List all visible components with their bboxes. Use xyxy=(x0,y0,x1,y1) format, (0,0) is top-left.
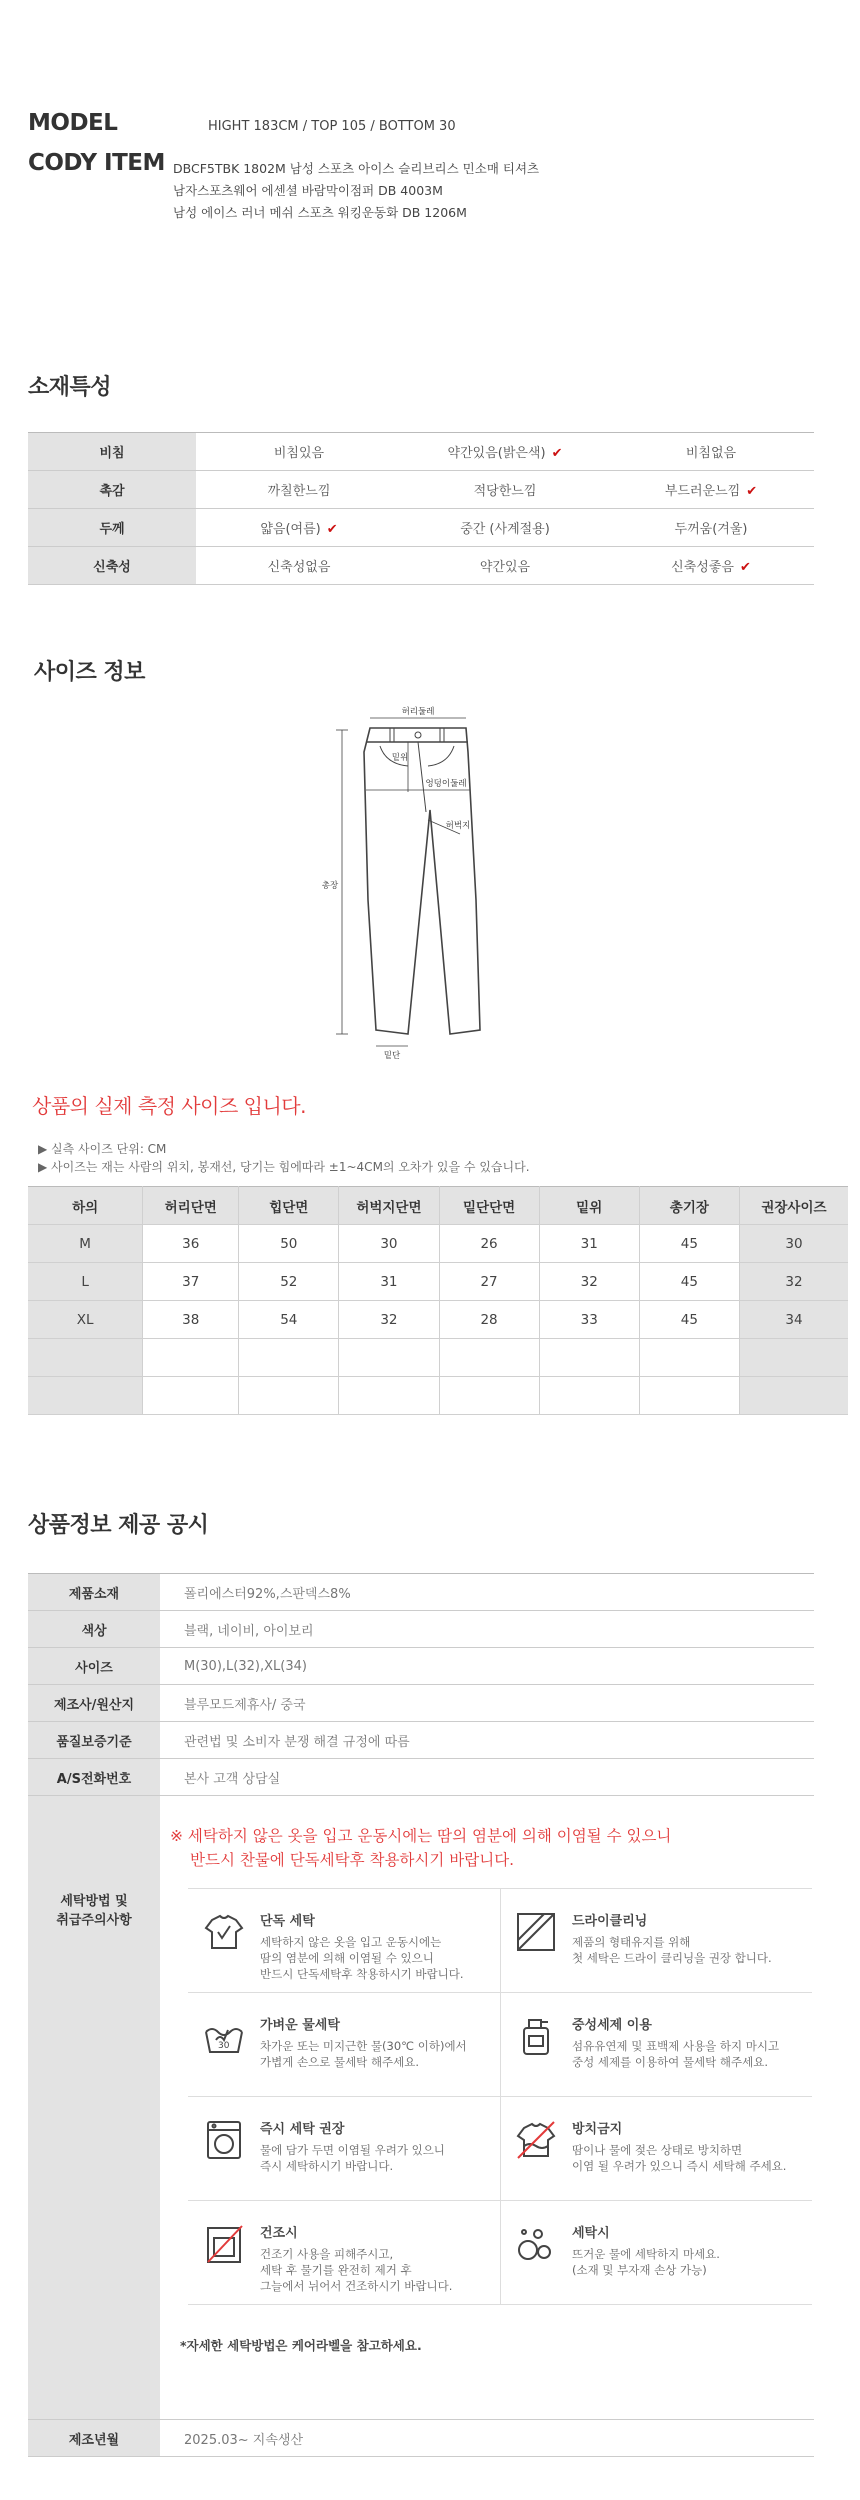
size-table-row xyxy=(28,1225,848,1263)
care-item-line: 첫 세탁은 드라이 클리닝을 권장 합니다. xyxy=(572,1951,772,1965)
product-info-value: 폴리에스터92%,스판덱스8% xyxy=(160,1574,814,1611)
care-item-desc xyxy=(572,2038,812,2070)
product-info-value: 2025.03~ 지속생산 xyxy=(160,2420,814,2457)
care-item-desc xyxy=(260,2246,500,2294)
material-option xyxy=(608,547,814,585)
material-option-label: 중간 (사계절용) xyxy=(460,522,550,537)
care-item-title: 건조시 xyxy=(260,2226,298,2241)
size-table-cell xyxy=(143,1377,239,1415)
care-item-line: 그늘에서 뉘어서 건조하시기 바랍니다. xyxy=(260,2279,453,2293)
care-item-line: 이염 될 우려가 있으니 즉시 세탁해 주세요. xyxy=(572,2159,787,2173)
model-row xyxy=(28,110,828,136)
material-row-label: 비침 xyxy=(28,433,196,471)
material-title: 소재특성 xyxy=(28,375,112,400)
size-table-header: 밑단단면 xyxy=(439,1187,539,1225)
material-option-label: 얇음(여름) xyxy=(260,522,321,537)
cody-row xyxy=(28,150,828,224)
size-table-cell xyxy=(143,1339,239,1377)
care-item-desc xyxy=(572,2246,812,2278)
care-item-line: 중성 세제를 이용하여 물세탁 해주세요. xyxy=(572,2055,769,2069)
size-table-cell xyxy=(539,1377,639,1415)
size-table-cell: 45 xyxy=(639,1301,739,1339)
size-table-cell: 28 xyxy=(439,1301,539,1339)
material-row xyxy=(28,547,814,585)
care-item-line: 세탁하지 않은 옷을 입고 운동시에는 xyxy=(260,1935,442,1949)
size-table-cell xyxy=(339,1339,439,1377)
size-table-cell: M xyxy=(28,1225,143,1263)
check-mark-icon: ✔ xyxy=(551,446,563,461)
care-item-desc xyxy=(260,1934,500,1982)
product-info-label: 제조년월 xyxy=(28,2420,160,2457)
product-info-value: 본사 고객 상담실 xyxy=(160,1759,814,1796)
product-info-label: A/S전화번호 xyxy=(28,1759,160,1796)
care-item-line: 제품의 형태유지를 위해 xyxy=(572,1935,691,1949)
care-footnote: *자세한 세탁방법은 케어라벨을 참고하세요. xyxy=(180,2338,422,2353)
care-content xyxy=(160,1796,814,2420)
size-table-cell: L xyxy=(28,1263,143,1301)
diagram-label-length: 총장 xyxy=(321,881,339,891)
size-table-cell: 34 xyxy=(739,1301,848,1339)
size-notice: 상품의 실제 측정 사이즈 입니다. xyxy=(32,1094,306,1118)
size-table-row xyxy=(28,1377,848,1415)
size-table-cell: 54 xyxy=(239,1301,339,1339)
product-info-title: 상품정보 제공 공시 xyxy=(28,1513,209,1538)
svg-text:30: 30 xyxy=(218,2041,230,2051)
material-option xyxy=(402,433,608,471)
care-item xyxy=(500,2096,812,2200)
size-table-cell xyxy=(239,1377,339,1415)
size-table-cell xyxy=(539,1339,639,1377)
care-item-line: 땀이나 물에 젖은 상태로 방치하면 xyxy=(572,2143,743,2157)
check-mark-icon: ✔ xyxy=(746,484,758,499)
product-info-row xyxy=(28,1759,814,1796)
care-item-line: 즉시 세탁하시기 바랍니다. xyxy=(260,2159,394,2173)
care-warning-line: ※ 세탁하지 않은 옷을 입고 운동시에는 땀의 염분에 의해 이염될 수 있으니 xyxy=(170,1827,672,1845)
size-table-cell xyxy=(28,1339,143,1377)
material-option xyxy=(402,509,608,547)
material-option-label: 약간있음(밝은색) xyxy=(447,446,546,461)
product-info-label: 색상 xyxy=(28,1611,160,1648)
size-table-header: 허리단면 xyxy=(143,1187,239,1225)
cody-list xyxy=(173,158,539,224)
size-notes xyxy=(38,1140,530,1176)
size-table-row xyxy=(28,1339,848,1377)
care-item-line: 차가운 또는 미지근한 물(30℃ 이하)에서 xyxy=(260,2039,467,2053)
size-table-header: 총기장 xyxy=(639,1187,739,1225)
neutral-detergent-icon xyxy=(514,2014,558,2058)
material-option xyxy=(196,471,402,509)
material-option-label: 비침있음 xyxy=(273,446,325,461)
product-info-label: 품질보증기준 xyxy=(28,1722,160,1759)
diagram-label-hem: 밑단 xyxy=(383,1051,401,1061)
diagram-label-hip: 엉덩이둘레 xyxy=(425,779,467,789)
washing-machine-icon xyxy=(202,2118,246,2162)
material-option xyxy=(402,547,608,585)
no-dryer-icon xyxy=(202,2222,246,2266)
size-table-cell: 45 xyxy=(639,1225,739,1263)
material-row-label: 촉감 xyxy=(28,471,196,509)
size-table-cell: 31 xyxy=(539,1225,639,1263)
material-option-label: 신축성좋음 xyxy=(671,560,734,575)
material-option-label: 신축성없음 xyxy=(267,560,331,575)
size-table-cell xyxy=(739,1377,848,1415)
material-option xyxy=(402,471,608,509)
material-option-label: 두꺼움(겨울) xyxy=(674,522,748,537)
care-warning xyxy=(170,1824,671,1872)
product-info-row xyxy=(28,1648,814,1685)
care-item-desc xyxy=(572,2142,812,2174)
care-row xyxy=(28,1796,814,2420)
material-option-label: 부드러운느낌 xyxy=(664,484,741,499)
size-table-cell: 30 xyxy=(339,1225,439,1263)
size-table-cell: 32 xyxy=(339,1301,439,1339)
care-item-desc xyxy=(260,2038,500,2070)
size-table-header: 권장사이즈 xyxy=(739,1187,848,1225)
size-table-cell: 50 xyxy=(239,1225,339,1263)
care-item-title: 방치금지 xyxy=(572,2122,623,2137)
size-table-cell xyxy=(739,1339,848,1377)
size-table-row xyxy=(28,1301,848,1339)
product-info-row xyxy=(28,2420,814,2457)
care-item-title: 드라이클리닝 xyxy=(572,1914,648,1929)
product-info-row xyxy=(28,1685,814,1722)
cody-label: CODY ITEM xyxy=(28,150,165,176)
material-option xyxy=(196,433,402,471)
care-item-line: 물에 담가 두면 이염될 우려가 있으니 xyxy=(260,2143,445,2157)
size-note: ▶ 사이즈는 재는 사람의 위치, 봉재선, 당기는 힘에따라 ±1~4CM의 오차가 있을 수 있습니다. xyxy=(38,1160,530,1174)
model-value: HIGHT 183CM / TOP 105 / BOTTOM 30 xyxy=(208,119,456,134)
size-table-cell xyxy=(28,1377,143,1415)
care-item xyxy=(188,2200,500,2304)
size-table-cell xyxy=(439,1339,539,1377)
material-option xyxy=(608,509,814,547)
diagram-label-waist: 허리둘레 xyxy=(401,707,435,717)
size-table-header: 밑위 xyxy=(539,1187,639,1225)
material-option xyxy=(196,547,402,585)
cody-item: DBCF5TBK 1802M 남성 스포츠 아이스 슬리브리스 민소매 티셔츠 xyxy=(173,161,540,176)
product-info-value: 관련법 및 소비자 분쟁 해결 규정에 따름 xyxy=(160,1722,814,1759)
size-table-row xyxy=(28,1263,848,1301)
care-item xyxy=(500,1992,812,2096)
care-item xyxy=(188,1992,500,2096)
care-warning-line: 반드시 찬물에 단독세탁후 착용하시기 바랍니다. xyxy=(190,1851,515,1869)
material-option-label: 적당한느낌 xyxy=(473,484,537,499)
care-item-title: 가벼운 물세탁 xyxy=(260,2018,340,2033)
size-table-cell xyxy=(639,1339,739,1377)
care-item xyxy=(500,1888,812,1992)
material-row-label: 두께 xyxy=(28,509,196,547)
size-table-cell: 36 xyxy=(143,1225,239,1263)
bubbles-icon xyxy=(514,2222,558,2266)
care-item-line: (소재 및 부자재 손상 가능) xyxy=(572,2263,707,2277)
material-option-label: 비침없음 xyxy=(685,446,737,461)
product-info-row xyxy=(28,1574,814,1611)
model-block xyxy=(28,110,828,224)
care-item-title: 단독 세탁 xyxy=(260,1914,315,1929)
single-wash-icon xyxy=(202,1910,246,1954)
care-label-line: 세탁방법 및 xyxy=(60,1894,128,1909)
material-option-label: 약간있음 xyxy=(479,560,531,575)
material-option xyxy=(608,471,814,509)
care-item-line: 땀의 염분에 의해 이염될 수 있으니 xyxy=(260,1951,434,1965)
size-table-cell: 32 xyxy=(539,1263,639,1301)
size-table-header: 힙단면 xyxy=(239,1187,339,1225)
product-info-label: 사이즈 xyxy=(28,1648,160,1685)
care-item xyxy=(188,2096,500,2200)
size-table-cell xyxy=(239,1339,339,1377)
care-item-title: 즉시 세탁 권장 xyxy=(260,2122,345,2137)
care-item-line: 반드시 단독세탁후 착용하시기 바랍니다. xyxy=(260,1967,464,1981)
size-table-header: 허벅지단면 xyxy=(339,1187,439,1225)
pants-diagram xyxy=(321,700,530,1070)
care-item-line: 건조기 사용을 피해주시고, xyxy=(260,2247,394,2261)
size-table-cell: 45 xyxy=(639,1263,739,1301)
product-info-value: 블루모드제휴사/ 중국 xyxy=(160,1685,814,1722)
hand-wash-icon xyxy=(202,2014,246,2058)
diagram-label-rise: 밑위 xyxy=(391,753,409,763)
product-info-value: 블랙, 네이비, 아이보리 xyxy=(160,1611,814,1648)
cody-item: 남자스포츠웨어 에센셜 바람막이점퍼 DB 4003M xyxy=(173,183,443,198)
check-mark-icon: ✔ xyxy=(739,560,751,575)
material-row xyxy=(28,471,814,509)
care-item xyxy=(500,2200,812,2304)
size-table-cell: 27 xyxy=(439,1263,539,1301)
size-table-header: 하의 xyxy=(28,1187,143,1225)
size-table-cell: 38 xyxy=(143,1301,239,1339)
size-table-cell: 37 xyxy=(143,1263,239,1301)
care-item-line: 뜨거운 물에 세탁하지 마세요. xyxy=(572,2247,720,2261)
size-table-cell: 31 xyxy=(339,1263,439,1301)
material-option xyxy=(608,433,814,471)
size-table-cell: 26 xyxy=(439,1225,539,1263)
care-item-line: 가볍게 손으로 물세탁 해주세요. xyxy=(260,2055,420,2069)
size-table-cell xyxy=(639,1377,739,1415)
no-leave-icon xyxy=(514,2118,558,2162)
size-table-cell: 30 xyxy=(739,1225,848,1263)
product-info-row xyxy=(28,1611,814,1648)
care-item-desc xyxy=(260,2142,500,2174)
size-table-cell xyxy=(339,1377,439,1415)
material-row xyxy=(28,433,814,471)
size-info-title: 사이즈 정보 xyxy=(34,660,145,685)
care-item-title: 세탁시 xyxy=(572,2226,610,2241)
care-item xyxy=(188,1888,500,1992)
care-label-line: 취급주의사항 xyxy=(56,1913,132,1928)
care-item-line: 세탁 후 물기를 완전히 제거 후 xyxy=(260,2263,412,2277)
material-table xyxy=(28,432,814,585)
cody-item: 남성 에이스 러너 메쉬 스포츠 워킹운동화 DB 1206M xyxy=(173,205,467,220)
diagram-label-thigh: 허벅지 xyxy=(445,821,471,831)
product-info-label: 제품소재 xyxy=(28,1574,160,1611)
care-label xyxy=(28,1796,160,2420)
size-table-cell xyxy=(439,1377,539,1415)
care-item-title: 중성세제 이용 xyxy=(572,2018,652,2033)
product-info-table xyxy=(28,1573,814,2457)
size-table-cell: 32 xyxy=(739,1263,848,1301)
size-note: ▶ 실측 사이즈 단위: CM xyxy=(38,1142,167,1156)
material-option xyxy=(196,509,402,547)
check-mark-icon: ✔ xyxy=(326,522,338,537)
product-info-label: 제조사/원산지 xyxy=(28,1685,160,1722)
product-info-value: M(30),L(32),XL(34) xyxy=(160,1648,814,1685)
material-row xyxy=(28,509,814,547)
dry-clean-icon xyxy=(514,1910,558,1954)
size-table-cell: 33 xyxy=(539,1301,639,1339)
material-row-label: 신축성 xyxy=(28,547,196,585)
size-table-cell: 52 xyxy=(239,1263,339,1301)
model-label: MODEL xyxy=(28,110,118,136)
care-item-line: 섬유유연제 및 표백제 사용을 하지 마시고 xyxy=(572,2039,780,2053)
material-option-label: 까칠한느낌 xyxy=(267,484,331,499)
size-table xyxy=(28,1186,848,1415)
size-table-cell: XL xyxy=(28,1301,143,1339)
care-item-desc xyxy=(572,1934,812,1966)
product-info-row xyxy=(28,1722,814,1759)
